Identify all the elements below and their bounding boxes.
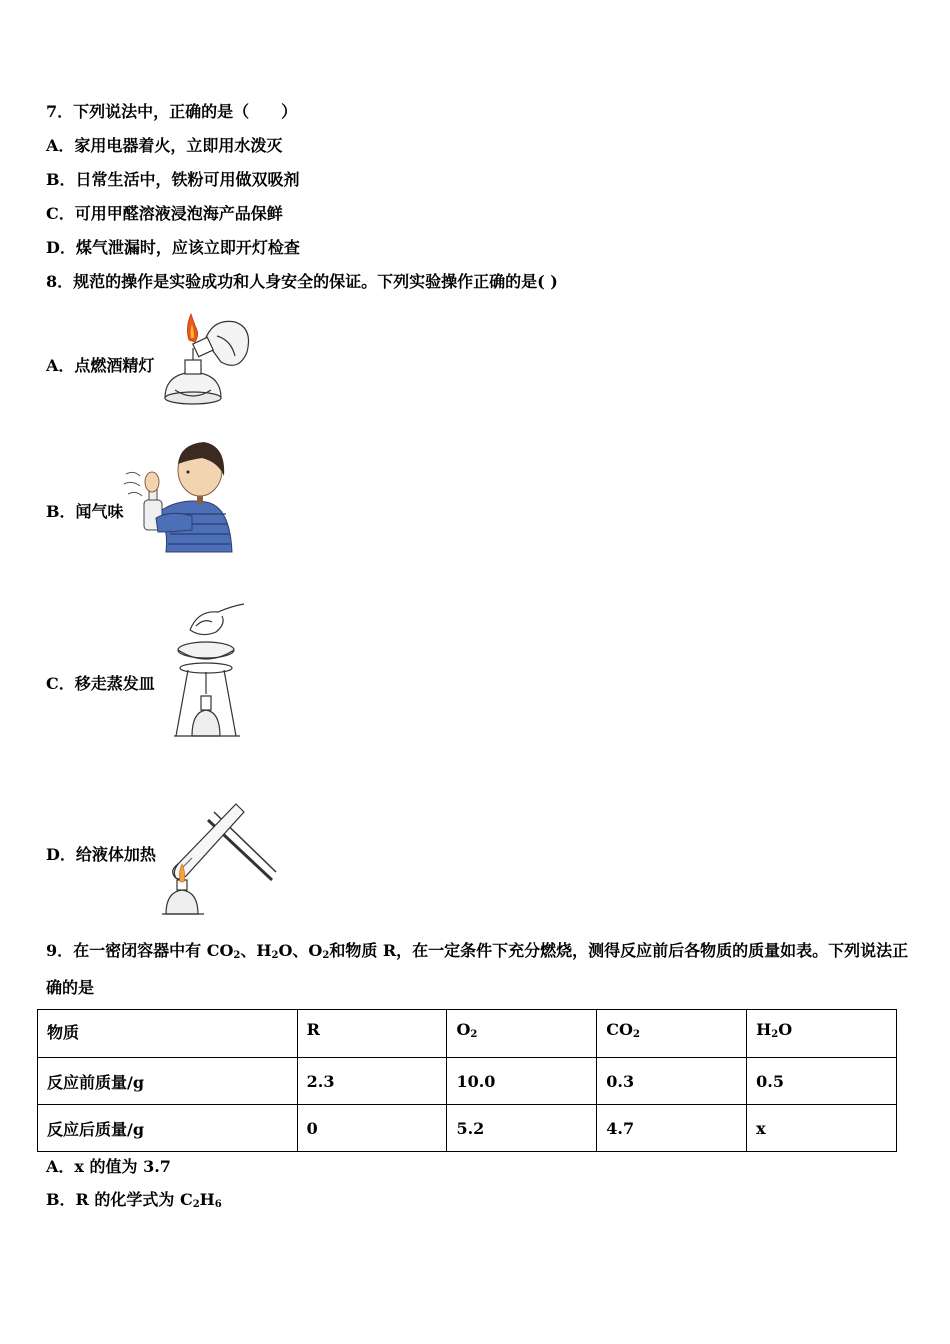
q9-option-b-sub2: 6: [214, 1199, 222, 1210]
table-cell: 反应后质量/g: [38, 1105, 298, 1152]
q9-option-b: [46, 1189, 222, 1216]
table-row: [38, 1105, 897, 1152]
q7-option-b: B．日常生活中，铁粉可用做双吸剂: [46, 170, 300, 189]
q9-sub-h2o: 2: [271, 950, 279, 961]
q9-sub-co2: 2: [233, 950, 241, 961]
q7-option-a: A．家用电器着火，立即用水泼灭: [46, 136, 283, 155]
table-cell: 4.7: [597, 1105, 747, 1152]
q8-option-c-label: C．移走蒸发皿: [46, 674, 155, 693]
q9-option-b-text: B．R 的化学式为 C: [46, 1190, 193, 1209]
q7-option-d: D．煤气泄漏时，应该立即开灯检查: [46, 238, 300, 257]
table-row: [38, 1058, 897, 1105]
alcohol-lamp-lighting-illustration: [155, 310, 255, 415]
q9-stem-part4: 和物质 R，在一定条件下充分燃烧，测得反应前后各物质的质量如表。下列说法正: [329, 941, 909, 960]
table-cell: 0.3: [597, 1058, 747, 1105]
header-co2: $CO_2$: [597, 1010, 747, 1058]
q9-stem-part1: 9．在一密闭容器中有 CO: [46, 941, 234, 960]
evaporating-dish-illustration: [170, 602, 250, 742]
q7-stem: 7．下列说法中，正确的是（ ）: [46, 102, 298, 121]
header-o2: $O_2$: [447, 1010, 597, 1058]
q8-option-a-label: A．点燃酒精灯: [46, 356, 155, 375]
table-cell: 2.3: [297, 1058, 447, 1105]
q8-option-d-label: D．给液体加热: [46, 845, 156, 864]
q9-option-b-sub1: 2: [192, 1199, 200, 1210]
table-cell: 5.2: [447, 1105, 597, 1152]
header-h2o: $H_2O$: [747, 1010, 897, 1058]
mass-table: [37, 1009, 897, 1152]
header-substance: 物质: [38, 1010, 298, 1058]
smelling-gas-illustration: [122, 440, 237, 555]
q9-stem: [46, 940, 908, 967]
header-r: R: [297, 1010, 447, 1058]
q9-stem-part2: 、H: [240, 941, 272, 960]
q9-stem-continued: 确的是: [46, 978, 95, 997]
table-header-row: [38, 1010, 897, 1058]
q8-stem: 8．规范的操作是实验成功和人身安全的保证。下列实验操作正确的是( ): [46, 272, 558, 291]
table-cell: 10.0: [447, 1058, 597, 1105]
table-cell: 反应前质量/g: [38, 1058, 298, 1105]
q9-option-b-mid: H: [199, 1190, 215, 1209]
q8-option-b-label: B．闻气味: [46, 502, 124, 521]
q9-sub-o2: 2: [322, 950, 330, 961]
q9-option-a: A．x 的值为 3.7: [46, 1157, 171, 1176]
table-cell: 0.5: [747, 1058, 897, 1105]
heating-liquid-illustration: [158, 798, 278, 916]
q9-stem-part3: O、O: [278, 941, 323, 960]
q7-option-c: C．可用甲醛溶液浸泡海产品保鲜: [46, 204, 283, 223]
table-cell: 0: [297, 1105, 447, 1152]
table-cell: x: [747, 1105, 897, 1152]
